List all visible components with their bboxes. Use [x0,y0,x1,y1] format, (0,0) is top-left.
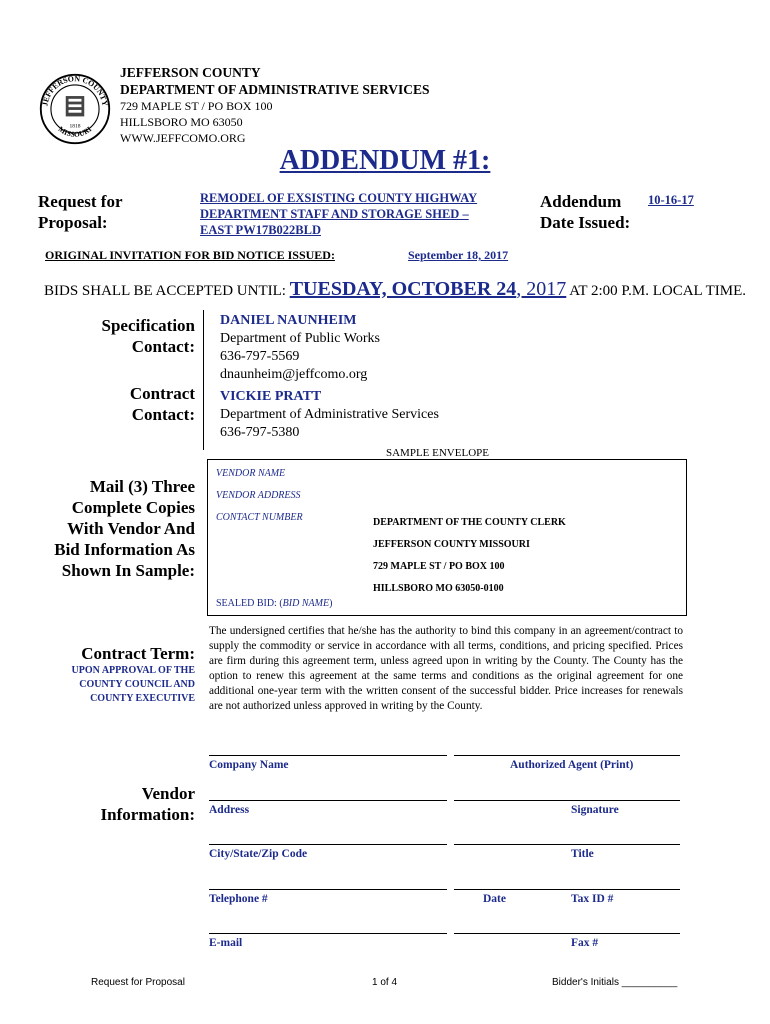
spec-contact-dept: Department of Public Works [220,331,380,346]
contract-term-note-line1: UPON APPROVAL OF THE [71,665,195,676]
addendum-date: 10-16-17 [648,193,694,207]
mail-line2: Complete Copies [71,498,195,517]
addendum-label-line2: Date Issued: [540,213,631,232]
envelope-to-line1: DEPARTMENT OF THE COUNTY CLERK [373,517,566,528]
rfp-project-line3: EAST PW17B022BLD [200,223,321,237]
signature-field[interactable] [454,800,680,801]
mail-line5: Shown In Sample: [61,561,195,580]
footer-bidders-initials: Bidder's Initials __________ [552,977,678,988]
contract-term-label: Contract Term: [81,644,195,663]
sealed-bid-suffix: ) [329,598,333,609]
city-state-zip-label: City/State/Zip Code [209,848,308,860]
seal-year: 1818 [69,123,81,130]
footer-left: Request for Proposal [91,977,185,988]
addendum-date-label [540,191,630,233]
envelope-vendor-address: VENDOR ADDRESS [216,490,301,501]
rfp-label [38,191,123,233]
envelope-to-line4: HILLSBORO MO 63050-0100 [373,583,504,594]
title-field[interactable] [454,844,680,845]
title-label: Title [571,848,594,860]
sealed-bid-name: BID NAME [282,598,330,609]
telephone-label: Telephone # [209,893,268,905]
vendor-label-line2: Information: [100,805,195,824]
city-state-zip-field[interactable] [209,844,447,845]
company-name-field[interactable] [209,755,447,756]
contract-contact-name: VICKIE PRATT [220,389,322,404]
envelope-sealed-bid [216,598,332,609]
bids-deadline-date: TUESDAY, OCTOBER 24 [289,278,517,300]
mail-line4: Bid Information As [54,540,195,559]
spec-contact-phone: 636-797-5569 [220,349,300,364]
mail-line3: With Vendor And [67,519,195,538]
bids-deadline-suffix: AT 2:00 P.M. LOCAL TIME. [569,283,747,299]
contact-divider [203,310,204,450]
signature-label: Signature [571,804,619,816]
org-name: JEFFERSON COUNTY [120,65,261,80]
contract-term-note [40,664,195,706]
vendor-label-line1: Vendor [141,784,195,803]
spec-contact-label [40,315,195,357]
spec-contact-info [220,312,380,384]
vendor-info-label [40,783,195,825]
bids-deadline-prefix: BIDS SHALL BE ACCEPTED UNTIL: [44,283,286,299]
spec-contact-name: DANIEL NAUNHEIM [220,313,357,328]
org-city: HILLSBORO MO 63050 [120,115,243,129]
rfp-label-line2: Proposal: [38,213,108,232]
contract-contact-label-line2: Contact: [131,405,195,424]
department-name: DEPARTMENT OF ADMINISTRATIVE SERVICES [120,82,430,97]
address-label: Address [209,804,250,816]
rfp-label-line1: Request for [38,192,123,211]
date-label: Date [483,893,506,905]
rfp-project-title [200,190,477,238]
mail-line1: Mail (3) Three [89,477,195,496]
footer-page-number: 1 of 4 [372,977,398,988]
authorized-agent-label: Authorized Agent (Print) [510,759,634,771]
seal-text-top: JEFFERSON COUNTY [40,74,110,107]
contract-term-note-line2: COUNTY COUNCIL AND [79,679,195,690]
page-title: ADDENDUM #1: [279,145,491,176]
sealed-bid-prefix: SEALED BID: ( [216,598,283,609]
contract-contact-label-line1: Contract [129,384,195,403]
authorized-agent-field[interactable] [454,755,680,756]
fax-field[interactable] [454,933,680,934]
county-seal-logo [38,72,112,146]
fax-label: Fax # [571,937,599,949]
tax-id-field[interactable] [454,889,680,890]
spec-contact-label-line1: Specification [101,316,195,335]
seal-text-bottom: MISSOURI [56,124,94,139]
rfp-project-line1: REMODEL OF EXSISTING COUNTY HIGHWAY [200,191,478,205]
envelope-vendor-name: VENDOR NAME [216,468,286,479]
contract-contact-info [220,388,439,442]
org-website: WWW.JEFFCOMO.ORG [120,131,246,145]
org-address: 729 MAPLE ST / PO BOX 100 [120,99,273,113]
bids-deadline-year: , 2017 [516,278,567,300]
addendum-label-line1: Addendum [540,192,622,211]
contract-term-note-line3: COUNTY EXECUTIVE [90,693,195,704]
email-label: E-mail [209,937,243,949]
contract-contact-label [40,383,195,425]
contract-contact-phone: 636-797-5380 [220,425,300,440]
original-notice-date: September 18, 2017 [408,248,509,262]
rfp-project-line2: DEPARTMENT STAFF AND STORAGE SHED – [200,207,469,221]
spec-contact-label-line2: Contact: [131,337,195,356]
tax-id-label: Tax ID # [571,893,614,905]
envelope-to-line2: JEFFERSON COUNTY MISSOURI [373,539,530,550]
address-field[interactable] [209,800,447,801]
telephone-field[interactable] [209,889,447,890]
spec-contact-email[interactable]: dnaunheim@jeffcomo.org [220,367,368,382]
email-field[interactable] [209,933,447,934]
original-notice-label: ORIGINAL INVITATION FOR BID NOTICE ISSUED: [45,248,335,262]
envelope-to-line3: 729 MAPLE ST / PO BOX 100 [373,561,505,572]
company-name-label: Company Name [209,759,289,771]
sample-envelope-caption: SAMPLE ENVELOPE [386,447,489,459]
mail-instructions [30,476,195,581]
bids-deadline [44,278,746,301]
contract-contact-dept: Department of Administrative Services [220,407,439,422]
sample-envelope [207,459,687,616]
envelope-recipient [373,512,566,600]
envelope-contact-number: CONTACT NUMBER [216,512,303,523]
contract-term-text: The undersigned certifies that he/she has the authority to bind this company in an agreement/contract to supply the commodity or service in accordance with all terms, conditions, and pricing specified. Prices are firm during this agreement term, unless agreed upon in writing by the County. The County has the option to renew this agreement at the same terms and conditions as the original agreement for one additional one-year term with the written consent of the successful bidder. Price increases for renewals are not authorized unless approved in writing by the County. [209,625,683,712]
